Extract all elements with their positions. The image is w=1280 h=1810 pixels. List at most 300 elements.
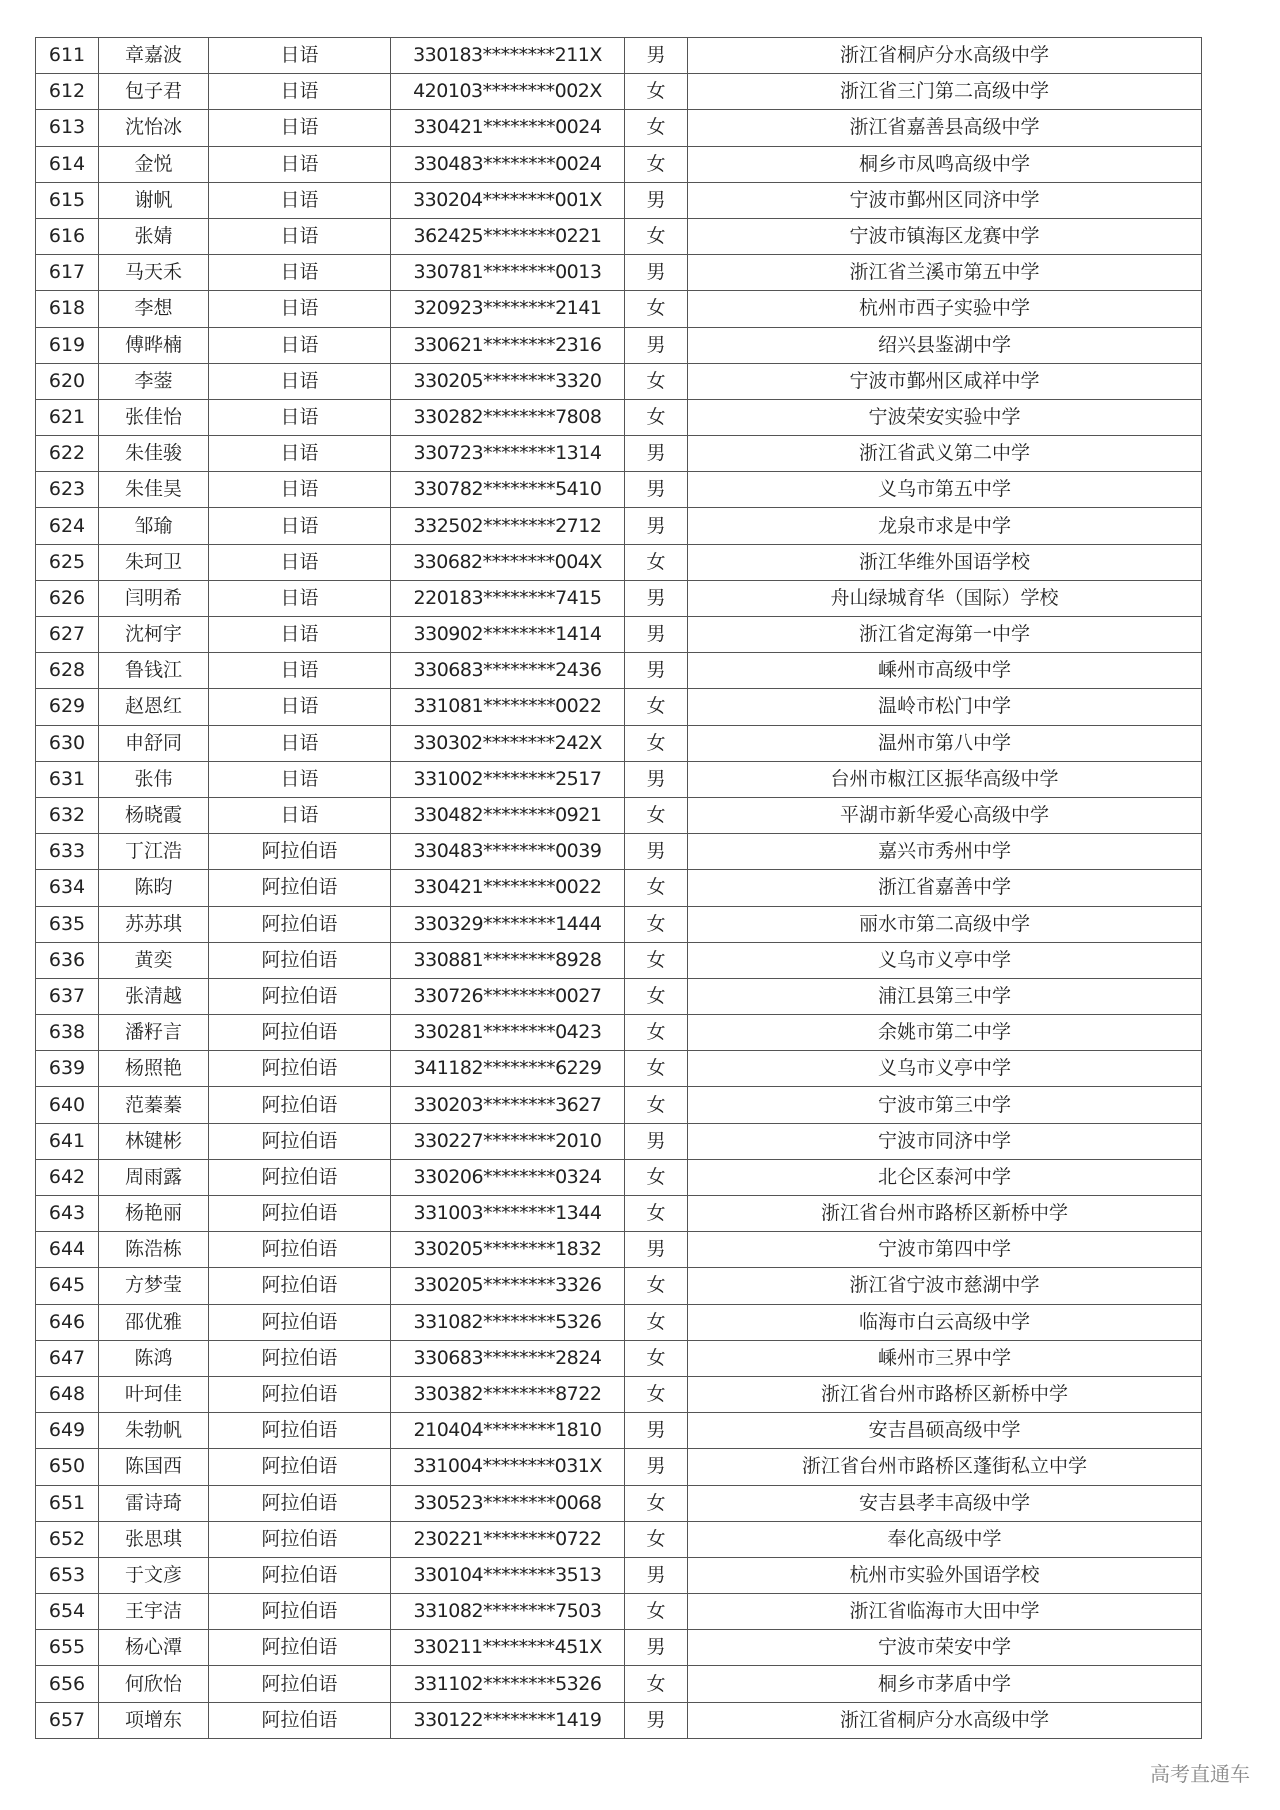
- language-cell: 日语: [209, 146, 391, 182]
- id-number-cell: 330104********3513: [391, 1557, 625, 1593]
- table-row: [36, 1015, 1202, 1051]
- gender-cell: 女: [625, 797, 688, 833]
- id-number-cell: 331003********1344: [391, 1196, 625, 1232]
- row-number-cell: 615: [36, 182, 99, 218]
- table-row: [36, 689, 1202, 725]
- gender-cell: 女: [625, 291, 688, 327]
- language-cell: 阿拉伯语: [209, 906, 391, 942]
- id-number-cell: 330206********0324: [391, 1159, 625, 1195]
- language-cell: 日语: [209, 544, 391, 580]
- id-number-cell: 330523********0068: [391, 1485, 625, 1521]
- row-number-cell: 648: [36, 1376, 99, 1412]
- row-number-cell: 639: [36, 1051, 99, 1087]
- student-name-cell: 方梦莹: [99, 1268, 209, 1304]
- id-number-cell: 330227********2010: [391, 1123, 625, 1159]
- id-number-cell: 330211********451X: [391, 1630, 625, 1666]
- table-row: [36, 1159, 1202, 1195]
- gender-cell: 女: [625, 399, 688, 435]
- student-name-cell: 张伟: [99, 761, 209, 797]
- student-name-cell: 杨艳丽: [99, 1196, 209, 1232]
- student-name-cell: 张婧: [99, 218, 209, 254]
- id-number-cell: 330205********3320: [391, 363, 625, 399]
- id-number-cell: 230221********0722: [391, 1521, 625, 1557]
- school-name-cell: 余姚市第二中学: [688, 1015, 1202, 1051]
- id-number-cell: 331081********0022: [391, 689, 625, 725]
- id-number-cell: 330483********0039: [391, 834, 625, 870]
- table-row: [36, 942, 1202, 978]
- student-name-cell: 李蓥: [99, 363, 209, 399]
- student-name-cell: 朱佳昊: [99, 472, 209, 508]
- school-name-cell: 丽水市第二高级中学: [688, 906, 1202, 942]
- table-row: [36, 1521, 1202, 1557]
- language-cell: 阿拉伯语: [209, 978, 391, 1014]
- row-number-cell: 618: [36, 291, 99, 327]
- table-row: [36, 110, 1202, 146]
- table-body: [36, 38, 1202, 1739]
- student-name-cell: 朱佳骏: [99, 436, 209, 472]
- student-name-cell: 潘籽言: [99, 1015, 209, 1051]
- school-name-cell: 宁波荣安实验中学: [688, 399, 1202, 435]
- language-cell: 阿拉伯语: [209, 1304, 391, 1340]
- gender-cell: 男: [625, 580, 688, 616]
- row-number-cell: 643: [36, 1196, 99, 1232]
- language-cell: 日语: [209, 436, 391, 472]
- row-number-cell: 620: [36, 363, 99, 399]
- table-row: [36, 617, 1202, 653]
- gender-cell: 男: [625, 653, 688, 689]
- row-number-cell: 628: [36, 653, 99, 689]
- gender-cell: 男: [625, 436, 688, 472]
- id-number-cell: 330204********001X: [391, 182, 625, 218]
- table-row: [36, 1123, 1202, 1159]
- school-name-cell: 嵊州市三界中学: [688, 1340, 1202, 1376]
- gender-cell: 女: [625, 1666, 688, 1702]
- id-number-cell: 330205********3326: [391, 1268, 625, 1304]
- id-number-cell: 331102********5326: [391, 1666, 625, 1702]
- table-row: [36, 146, 1202, 182]
- gender-cell: 女: [625, 544, 688, 580]
- gender-cell: 男: [625, 1449, 688, 1485]
- student-name-cell: 邹瑜: [99, 508, 209, 544]
- table-row: [36, 74, 1202, 110]
- language-cell: 日语: [209, 110, 391, 146]
- language-cell: 日语: [209, 218, 391, 254]
- row-number-cell: 638: [36, 1015, 99, 1051]
- id-number-cell: 330421********0022: [391, 870, 625, 906]
- id-number-cell: 330329********1444: [391, 906, 625, 942]
- table-row: [36, 544, 1202, 580]
- id-number-cell: 331082********5326: [391, 1304, 625, 1340]
- gender-cell: 男: [625, 1557, 688, 1593]
- id-number-cell: 330183********211X: [391, 38, 625, 74]
- language-cell: 日语: [209, 580, 391, 616]
- gender-cell: 男: [625, 1413, 688, 1449]
- student-name-cell: 陈国西: [99, 1449, 209, 1485]
- row-number-cell: 641: [36, 1123, 99, 1159]
- student-name-cell: 丁江浩: [99, 834, 209, 870]
- id-number-cell: 330382********8722: [391, 1376, 625, 1412]
- student-name-cell: 李想: [99, 291, 209, 327]
- row-number-cell: 614: [36, 146, 99, 182]
- school-name-cell: 宁波市同济中学: [688, 1123, 1202, 1159]
- school-name-cell: 浙江省桐庐分水高级中学: [688, 1702, 1202, 1738]
- student-name-cell: 何欣怡: [99, 1666, 209, 1702]
- gender-cell: 男: [625, 38, 688, 74]
- row-number-cell: 635: [36, 906, 99, 942]
- gender-cell: 男: [625, 472, 688, 508]
- row-number-cell: 652: [36, 1521, 99, 1557]
- table-row: [36, 1340, 1202, 1376]
- language-cell: 阿拉伯语: [209, 1449, 391, 1485]
- table-row: [36, 1630, 1202, 1666]
- table-row: [36, 1666, 1202, 1702]
- table-row: [36, 1557, 1202, 1593]
- table-row: [36, 1087, 1202, 1123]
- language-cell: 日语: [209, 725, 391, 761]
- gender-cell: 女: [625, 870, 688, 906]
- table-row: [36, 725, 1202, 761]
- id-number-cell: 330421********0024: [391, 110, 625, 146]
- school-name-cell: 宁波市镇海区龙赛中学: [688, 218, 1202, 254]
- row-number-cell: 611: [36, 38, 99, 74]
- id-number-cell: 331004********031X: [391, 1449, 625, 1485]
- language-cell: 日语: [209, 508, 391, 544]
- school-name-cell: 台州市椒江区振华高级中学: [688, 761, 1202, 797]
- table-row: [36, 38, 1202, 74]
- gender-cell: 女: [625, 906, 688, 942]
- row-number-cell: 619: [36, 327, 99, 363]
- row-number-cell: 612: [36, 74, 99, 110]
- student-name-cell: 申舒同: [99, 725, 209, 761]
- language-cell: 阿拉伯语: [209, 1485, 391, 1521]
- school-name-cell: 嵊州市高级中学: [688, 653, 1202, 689]
- gender-cell: 女: [625, 1485, 688, 1521]
- table-row: [36, 1196, 1202, 1232]
- table-row: [36, 1594, 1202, 1630]
- language-cell: 日语: [209, 761, 391, 797]
- language-cell: 阿拉伯语: [209, 1196, 391, 1232]
- student-name-cell: 于文彦: [99, 1557, 209, 1593]
- row-number-cell: 642: [36, 1159, 99, 1195]
- gender-cell: 女: [625, 1521, 688, 1557]
- student-name-cell: 林键彬: [99, 1123, 209, 1159]
- language-cell: 阿拉伯语: [209, 1051, 391, 1087]
- id-number-cell: 330621********2316: [391, 327, 625, 363]
- school-name-cell: 浙江省临海市大田中学: [688, 1594, 1202, 1630]
- language-cell: 阿拉伯语: [209, 1666, 391, 1702]
- gender-cell: 女: [625, 1159, 688, 1195]
- student-name-cell: 项增东: [99, 1702, 209, 1738]
- language-cell: 日语: [209, 472, 391, 508]
- id-number-cell: 330726********0027: [391, 978, 625, 1014]
- student-name-cell: 苏苏琪: [99, 906, 209, 942]
- student-name-cell: 张佳怡: [99, 399, 209, 435]
- school-name-cell: 杭州市实验外国语学校: [688, 1557, 1202, 1593]
- student-name-cell: 张清越: [99, 978, 209, 1014]
- school-name-cell: 杭州市西子实验中学: [688, 291, 1202, 327]
- gender-cell: 女: [625, 146, 688, 182]
- row-number-cell: 617: [36, 255, 99, 291]
- table-row: [36, 978, 1202, 1014]
- row-number-cell: 626: [36, 580, 99, 616]
- language-cell: 日语: [209, 327, 391, 363]
- school-name-cell: 义乌市第五中学: [688, 472, 1202, 508]
- id-number-cell: 330281********0423: [391, 1015, 625, 1051]
- gender-cell: 女: [625, 1196, 688, 1232]
- table-row: [36, 1413, 1202, 1449]
- student-name-cell: 周雨露: [99, 1159, 209, 1195]
- school-name-cell: 浙江省台州市路桥区新桥中学: [688, 1196, 1202, 1232]
- school-name-cell: 宁波市荣安中学: [688, 1630, 1202, 1666]
- school-name-cell: 北仑区泰河中学: [688, 1159, 1202, 1195]
- table-row: [36, 327, 1202, 363]
- row-number-cell: 630: [36, 725, 99, 761]
- language-cell: 阿拉伯语: [209, 1159, 391, 1195]
- table-row: [36, 218, 1202, 254]
- table-row: [36, 291, 1202, 327]
- student-name-cell: 鲁钱江: [99, 653, 209, 689]
- language-cell: 日语: [209, 291, 391, 327]
- student-name-cell: 包子君: [99, 74, 209, 110]
- table-row: [36, 508, 1202, 544]
- student-name-cell: 范蓁蓁: [99, 1087, 209, 1123]
- school-name-cell: 临海市白云高级中学: [688, 1304, 1202, 1340]
- table-row: [36, 797, 1202, 833]
- table-row: [36, 1268, 1202, 1304]
- student-name-cell: 陈浩栋: [99, 1232, 209, 1268]
- student-name-cell: 沈柯宇: [99, 617, 209, 653]
- table-row: [36, 399, 1202, 435]
- id-number-cell: 330782********5410: [391, 472, 625, 508]
- id-number-cell: 330482********0921: [391, 797, 625, 833]
- gender-cell: 女: [625, 218, 688, 254]
- language-cell: 阿拉伯语: [209, 1630, 391, 1666]
- student-name-cell: 朱勃帆: [99, 1413, 209, 1449]
- school-name-cell: 浙江省桐庐分水高级中学: [688, 38, 1202, 74]
- student-name-cell: 杨晓霞: [99, 797, 209, 833]
- id-number-cell: 362425********0221: [391, 218, 625, 254]
- language-cell: 日语: [209, 689, 391, 725]
- gender-cell: 男: [625, 1232, 688, 1268]
- row-number-cell: 629: [36, 689, 99, 725]
- row-number-cell: 616: [36, 218, 99, 254]
- gender-cell: 男: [625, 1630, 688, 1666]
- table-row: [36, 1449, 1202, 1485]
- gender-cell: 男: [625, 1123, 688, 1159]
- school-name-cell: 义乌市义亭中学: [688, 942, 1202, 978]
- language-cell: 日语: [209, 363, 391, 399]
- gender-cell: 女: [625, 1015, 688, 1051]
- school-name-cell: 浙江省宁波市慈湖中学: [688, 1268, 1202, 1304]
- school-name-cell: 温州市第八中学: [688, 725, 1202, 761]
- gender-cell: 男: [625, 834, 688, 870]
- table-row: [36, 363, 1202, 399]
- language-cell: 阿拉伯语: [209, 870, 391, 906]
- table-row: [36, 761, 1202, 797]
- student-name-cell: 雷诗琦: [99, 1485, 209, 1521]
- id-number-cell: 220183********7415: [391, 580, 625, 616]
- gender-cell: 女: [625, 1304, 688, 1340]
- gender-cell: 男: [625, 255, 688, 291]
- language-cell: 阿拉伯语: [209, 1340, 391, 1376]
- language-cell: 阿拉伯语: [209, 1123, 391, 1159]
- id-number-cell: 330881********8928: [391, 942, 625, 978]
- row-number-cell: 625: [36, 544, 99, 580]
- id-number-cell: 330483********0024: [391, 146, 625, 182]
- student-name-cell: 章嘉波: [99, 38, 209, 74]
- row-number-cell: 634: [36, 870, 99, 906]
- student-name-cell: 黄奕: [99, 942, 209, 978]
- school-name-cell: 浙江省台州市路桥区蓬街私立中学: [688, 1449, 1202, 1485]
- table-row: [36, 1232, 1202, 1268]
- gender-cell: 女: [625, 689, 688, 725]
- student-name-cell: 金悦: [99, 146, 209, 182]
- table-row: [36, 580, 1202, 616]
- row-number-cell: 646: [36, 1304, 99, 1340]
- school-name-cell: 义乌市义亭中学: [688, 1051, 1202, 1087]
- id-number-cell: 330203********3627: [391, 1087, 625, 1123]
- student-name-cell: 朱珂卫: [99, 544, 209, 580]
- gender-cell: 女: [625, 978, 688, 1014]
- row-number-cell: 627: [36, 617, 99, 653]
- row-number-cell: 623: [36, 472, 99, 508]
- gender-cell: 女: [625, 1340, 688, 1376]
- language-cell: 阿拉伯语: [209, 1232, 391, 1268]
- language-cell: 阿拉伯语: [209, 1015, 391, 1051]
- row-number-cell: 654: [36, 1594, 99, 1630]
- id-number-cell: 330205********1832: [391, 1232, 625, 1268]
- school-name-cell: 浙江省武义第二中学: [688, 436, 1202, 472]
- school-name-cell: 浙江省嘉善中学: [688, 870, 1202, 906]
- table-row: [36, 182, 1202, 218]
- gender-cell: 女: [625, 725, 688, 761]
- school-name-cell: 浙江省兰溪市第五中学: [688, 255, 1202, 291]
- school-name-cell: 宁波市鄞州区咸祥中学: [688, 363, 1202, 399]
- row-number-cell: 624: [36, 508, 99, 544]
- row-number-cell: 622: [36, 436, 99, 472]
- school-name-cell: 浙江省定海第一中学: [688, 617, 1202, 653]
- student-name-cell: 谢帆: [99, 182, 209, 218]
- id-number-cell: 330682********004X: [391, 544, 625, 580]
- student-name-cell: 陈昀: [99, 870, 209, 906]
- id-number-cell: 331002********2517: [391, 761, 625, 797]
- student-name-cell: 马天禾: [99, 255, 209, 291]
- student-name-cell: 王宇洁: [99, 1594, 209, 1630]
- row-number-cell: 657: [36, 1702, 99, 1738]
- school-name-cell: 安吉县孝丰高级中学: [688, 1485, 1202, 1521]
- table-row: [36, 1051, 1202, 1087]
- table-row: [36, 870, 1202, 906]
- row-number-cell: 650: [36, 1449, 99, 1485]
- id-number-cell: 210404********1810: [391, 1413, 625, 1449]
- language-cell: 日语: [209, 255, 391, 291]
- gender-cell: 男: [625, 182, 688, 218]
- school-name-cell: 绍兴县鉴湖中学: [688, 327, 1202, 363]
- watermark: 高考直通车: [1150, 1762, 1250, 1786]
- student-name-cell: 叶珂佳: [99, 1376, 209, 1412]
- table-row: [36, 1485, 1202, 1521]
- id-number-cell: 330781********0013: [391, 255, 625, 291]
- id-number-cell: 330302********242X: [391, 725, 625, 761]
- gender-cell: 男: [625, 617, 688, 653]
- table-row: [36, 834, 1202, 870]
- school-name-cell: 舟山绿城育华（国际）学校: [688, 580, 1202, 616]
- language-cell: 日语: [209, 617, 391, 653]
- student-name-cell: 杨照艳: [99, 1051, 209, 1087]
- row-number-cell: 649: [36, 1413, 99, 1449]
- id-number-cell: 332502********2712: [391, 508, 625, 544]
- school-name-cell: 温岭市松门中学: [688, 689, 1202, 725]
- language-cell: 日语: [209, 399, 391, 435]
- student-name-cell: 闫明希: [99, 580, 209, 616]
- student-name-cell: 张思琪: [99, 1521, 209, 1557]
- id-number-cell: 331082********7503: [391, 1594, 625, 1630]
- id-number-cell: 330683********2824: [391, 1340, 625, 1376]
- gender-cell: 女: [625, 110, 688, 146]
- student-name-cell: 陈鸿: [99, 1340, 209, 1376]
- row-number-cell: 651: [36, 1485, 99, 1521]
- language-cell: 阿拉伯语: [209, 1702, 391, 1738]
- school-name-cell: 宁波市第四中学: [688, 1232, 1202, 1268]
- language-cell: 日语: [209, 182, 391, 218]
- id-number-cell: 341182********6229: [391, 1051, 625, 1087]
- table-row: [36, 906, 1202, 942]
- school-name-cell: 浙江省嘉善县高级中学: [688, 110, 1202, 146]
- row-number-cell: 644: [36, 1232, 99, 1268]
- gender-cell: 女: [625, 74, 688, 110]
- table-row: [36, 1304, 1202, 1340]
- school-name-cell: 桐乡市凤鸣高级中学: [688, 146, 1202, 182]
- id-number-cell: 330282********7808: [391, 399, 625, 435]
- row-number-cell: 633: [36, 834, 99, 870]
- gender-cell: 女: [625, 1376, 688, 1412]
- language-cell: 阿拉伯语: [209, 1413, 391, 1449]
- language-cell: 阿拉伯语: [209, 834, 391, 870]
- table-row: [36, 1702, 1202, 1738]
- id-number-cell: 330723********1314: [391, 436, 625, 472]
- gender-cell: 男: [625, 761, 688, 797]
- row-number-cell: 631: [36, 761, 99, 797]
- row-number-cell: 637: [36, 978, 99, 1014]
- row-number-cell: 621: [36, 399, 99, 435]
- language-cell: 日语: [209, 74, 391, 110]
- language-cell: 阿拉伯语: [209, 1376, 391, 1412]
- school-name-cell: 桐乡市茅盾中学: [688, 1666, 1202, 1702]
- language-cell: 阿拉伯语: [209, 1557, 391, 1593]
- gender-cell: 女: [625, 1594, 688, 1630]
- gender-cell: 女: [625, 363, 688, 399]
- school-name-cell: 安吉昌硕高级中学: [688, 1413, 1202, 1449]
- student-name-cell: 邵优雅: [99, 1304, 209, 1340]
- language-cell: 日语: [209, 38, 391, 74]
- school-name-cell: 浙江华维外国语学校: [688, 544, 1202, 580]
- school-name-cell: 奉化高级中学: [688, 1521, 1202, 1557]
- school-name-cell: 龙泉市求是中学: [688, 508, 1202, 544]
- language-cell: 阿拉伯语: [209, 942, 391, 978]
- table-row: [36, 472, 1202, 508]
- id-number-cell: 330683********2436: [391, 653, 625, 689]
- row-number-cell: 636: [36, 942, 99, 978]
- gender-cell: 男: [625, 1702, 688, 1738]
- gender-cell: 男: [625, 327, 688, 363]
- table-row: [36, 436, 1202, 472]
- student-name-cell: 杨心潭: [99, 1630, 209, 1666]
- table-row: [36, 1376, 1202, 1412]
- school-name-cell: 宁波市第三中学: [688, 1087, 1202, 1123]
- id-number-cell: 420103********002X: [391, 74, 625, 110]
- language-cell: 阿拉伯语: [209, 1521, 391, 1557]
- language-cell: 阿拉伯语: [209, 1594, 391, 1630]
